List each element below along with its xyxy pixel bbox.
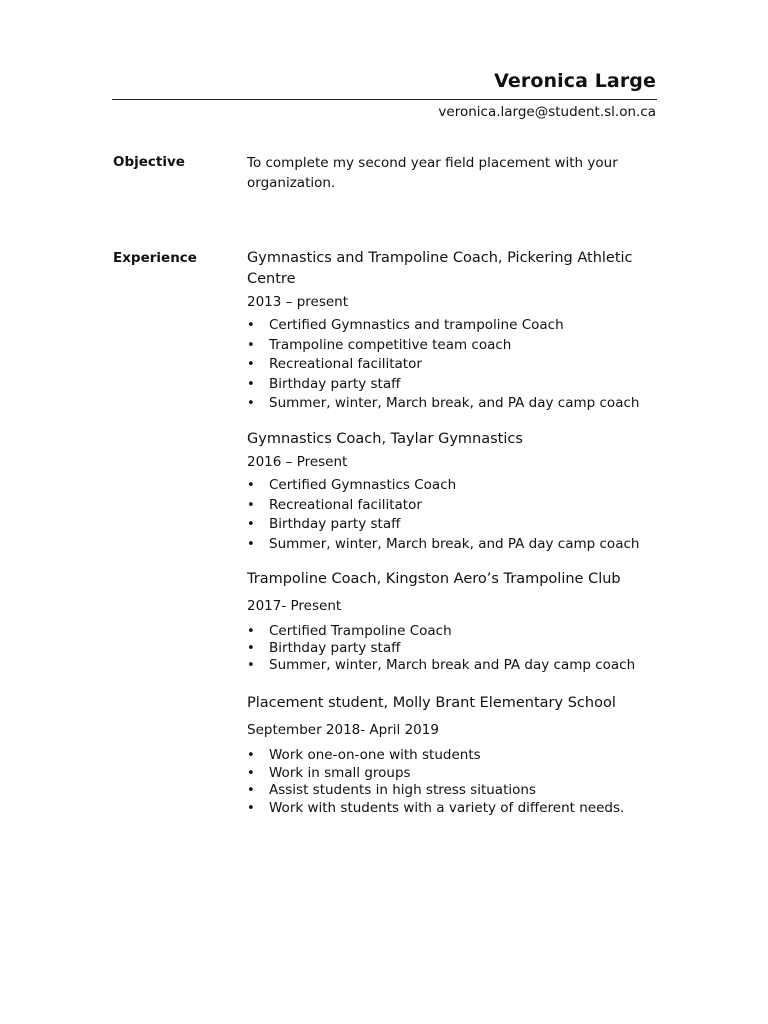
- list-item: • Assist students in high stress situations: [247, 782, 536, 798]
- bullet-icon: •: [247, 318, 255, 333]
- job-title: Placement student, Molly Brant Elementary School: [247, 695, 616, 711]
- list-item: • Work with students with a variety of different needs.: [247, 799, 625, 816]
- bullet-icon: •: [247, 376, 255, 392]
- list-item: • Recreational facilitator: [247, 496, 657, 516]
- bullet-icon: •: [247, 658, 255, 673]
- job-dates: September 2018- April 2019: [247, 722, 439, 738]
- list-item: • Certified Gymnastics and trampoline Coach: [247, 316, 657, 336]
- resume-name: Veronica Large: [494, 70, 656, 92]
- objective-text: To complete my second year field placement with your organization.: [247, 155, 618, 191]
- bullet-icon: •: [247, 624, 255, 639]
- bullet-icon: •: [247, 748, 255, 763]
- bullet-icon: •: [247, 357, 255, 372]
- duty-list: [247, 623, 657, 674]
- section-label-experience: Experience: [113, 250, 197, 266]
- job-entry: [247, 569, 657, 674]
- job-dates: 2016 – Present: [247, 454, 348, 470]
- job-entry: [247, 693, 657, 817]
- bullet-icon: •: [247, 478, 255, 493]
- job-title: Trampoline Coach, Kingston Aero’s Trampoline Club: [247, 571, 621, 587]
- email-address: veronica.large@student.sl.on.ca: [438, 104, 656, 120]
- list-item: • Trampoline competitive team coach: [247, 336, 657, 356]
- job-entry: [247, 248, 657, 414]
- list-item: • Summer, winter, March break, and PA day camp coach: [247, 394, 657, 414]
- list-item: • Birthday party staff: [247, 640, 401, 656]
- list-item: • Work in small groups: [247, 764, 411, 781]
- header-divider: [112, 99, 657, 100]
- bullet-icon: •: [247, 337, 255, 353]
- duty-list: [247, 747, 657, 817]
- section-label-objective: Objective: [113, 154, 185, 170]
- bullet-icon: •: [247, 765, 255, 781]
- bullet-icon: •: [247, 641, 255, 656]
- job-dates: 2013 – present: [247, 294, 349, 310]
- list-item: • Certified Gymnastics Coach: [247, 476, 657, 496]
- job-dates: 2017- Present: [247, 598, 342, 614]
- list-item: • Certified Trampoline Coach: [247, 623, 452, 639]
- bullet-icon: •: [247, 800, 255, 816]
- list-item: • Summer, winter, March break, and PA day camp coach: [247, 535, 657, 555]
- bullet-icon: •: [247, 783, 255, 798]
- bullet-icon: •: [247, 536, 255, 552]
- list-item: • Recreational facilitator: [247, 355, 657, 375]
- duty-list: [247, 476, 657, 554]
- bullet-icon: •: [247, 396, 255, 411]
- bullet-icon: •: [247, 497, 255, 513]
- list-item: • Birthday party staff: [247, 515, 657, 535]
- bullet-icon: •: [247, 517, 255, 532]
- job-title: Gymnastics and Trampoline Coach, Pickering Athletic Centre: [247, 250, 633, 287]
- duty-list: [247, 316, 657, 414]
- job-title: Gymnastics Coach, Taylar Gymnastics: [247, 431, 523, 447]
- list-item: • Birthday party staff: [247, 375, 657, 395]
- list-item: • Work one-on-one with students: [247, 747, 481, 763]
- list-item: • Summer, winter, March break and PA day camp coach: [247, 657, 636, 673]
- job-entry: [247, 429, 657, 554]
